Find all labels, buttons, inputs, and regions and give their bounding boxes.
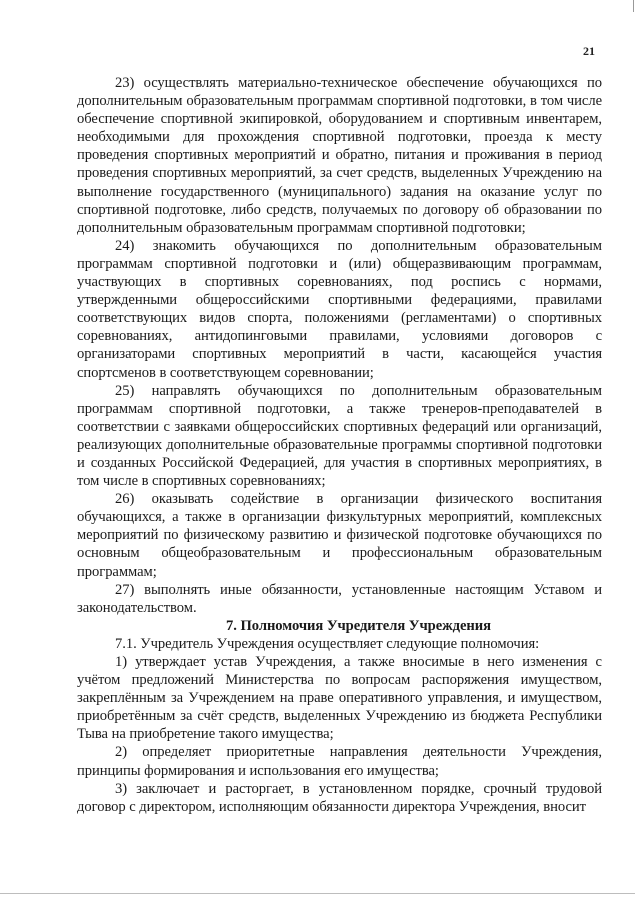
subclause-1: 1) утверждает устав Учреждения, а также вносимые в него изменения с учётом предложений Министерства по вопросам распоряжения имуществом, закреплённым за Учреждением на праве оперативного управления, и имуществом, приобретённым за счёт средств, выделенных Учреждению из бюджета Республики Тыва на приобретение такого имущества; bbox=[77, 654, 602, 743]
section-heading: 7. Полномочия Учредителя Учреждения bbox=[226, 617, 491, 634]
clause-7-1: 7.1. Учредитель Учреждения осуществляет следующие полномочия: bbox=[115, 635, 540, 652]
clause-25: 25) направлять обучающихся по дополнительным образовательным программам спортивной подготовки, а также тренеров-преподавателей в соответствии с заявками общероссийских спортивных федераций или организаций, реализующих дополнительные образовательные программы спортивной подготовки и созданных Российской Федерацией, для участия в спортивных мероприятиях, в том числе в спортивных соревнованиях; bbox=[77, 382, 602, 490]
page-number: 21 bbox=[583, 44, 595, 58]
document-body bbox=[77, 74, 602, 816]
clause-26: 26) оказывать содействие в организации физического воспитания обучающихся, а также в организации физкультурных мероприятий, комплексных мероприятий по физическому развитию и физической подготовке обучающихся по основным общеобразовательным и профессиональным образовательным программам; bbox=[77, 491, 602, 580]
subclause-2: 2) определяет приоритетные направления деятельности Учреждения, принципы формирования и использования его имущества; bbox=[77, 744, 602, 779]
clause-27: 27) выполнять иные обязанности, установленные настоящим Уставом и законодательством. bbox=[77, 581, 602, 616]
subclause-3: 3) заключает и расторгает, в установленном порядке, срочный трудовой договор с директором, исполняющим обязанности директора Учреждения, вносит bbox=[77, 780, 602, 815]
scan-edge-mark bbox=[633, 0, 634, 12]
clause-24: 24) знакомить обучающихся по дополнительным образовательным программам спортивной подготовки и (или) общеразвивающим программам, участвующих в спортивных соревнованиях, под роспись с нормами, утвержденными общероссийскими спортивными федерациями, правилами соответствующих видов спорта, положениями (регламентами) о спортивных соревнованиях, антидопинговыми правилами, условиями договоров с организаторами спортивных мероприятий в части, касающейся участия спортсменов в соответствующем соревновании; bbox=[77, 237, 602, 381]
clause-23: 23) осуществлять материально-техническое обеспечение обучающихся по дополнительным образовательным программам спортивной подготовки, в том числе обеспечение спортивной экипировкой, оборудованием и спортивным инвентарем, необходимыми для прохождения спортивной подготовки, проезда к месту проведения спортивных мероприятий и обратно, питания и проживания в период проведения спортивных мероприятий, за счет средств, выделенных Учреждению на выполнение государственного (муниципального) задания на оказание услуг по спортивной подготовке, либо средств, получаемых по договору об образовании по дополнительным образовательным программам спортивной подготовки; bbox=[77, 75, 602, 236]
scan-edge-line bbox=[0, 893, 635, 894]
